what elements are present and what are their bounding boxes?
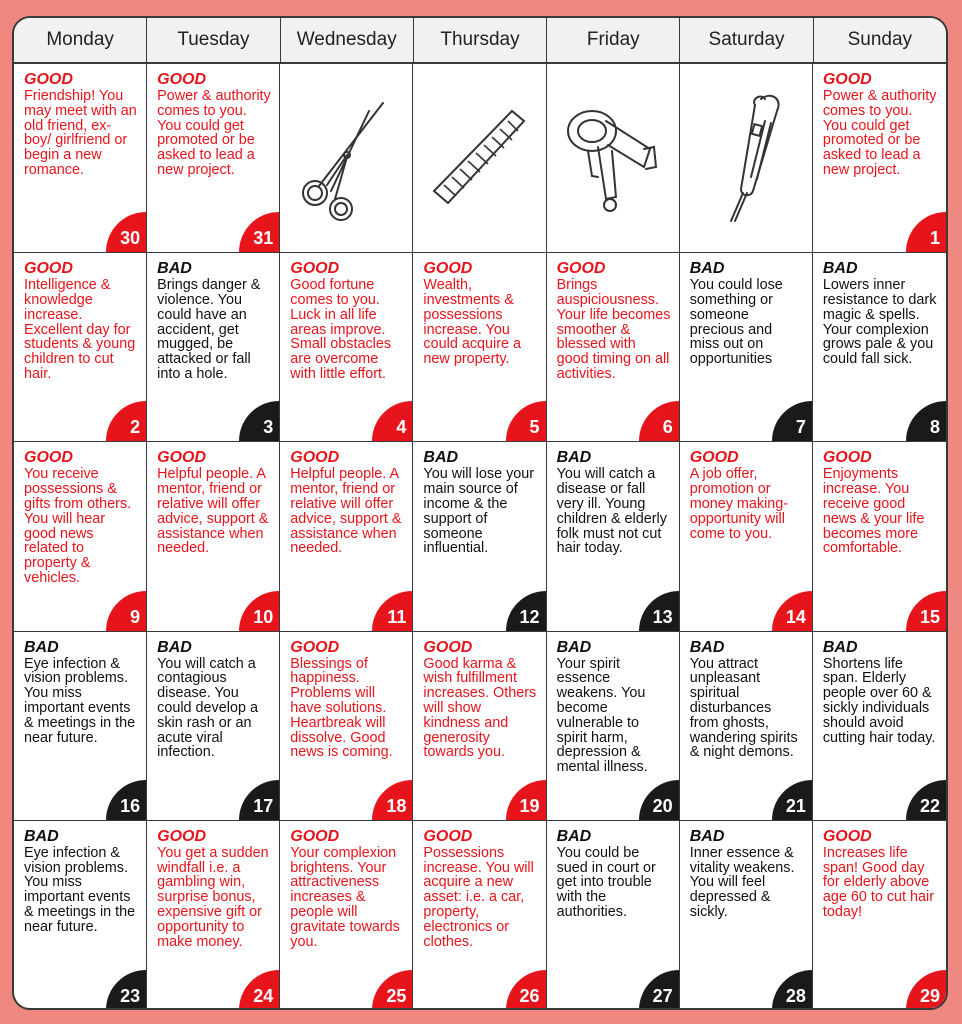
day-description: You will catch a contagious disease. You could develop a skin rash or an acute viral infection. [157,655,258,761]
day-cell-16 [14,632,147,821]
day-number-badge: 7 [772,401,812,441]
day-description: You could be sued in court or get into trouble with the authorities. [556,844,656,920]
day-number-badge: 16 [106,780,146,820]
day-description: You attract unpleasant spiritual disturbances from ghosts, wandering spirits & night demons. [689,655,798,761]
day-description: Eye infection & vision problems. You miss important events & meetings in the near future. [24,655,136,746]
day-description: Blessings of happiness. Problems will have solutions. Heartbreak will dissolve. Good news is coming. [290,655,393,761]
day-description: Intelligence & knowledge increase. Excellent day for students & young children to cut hair. [24,277,136,382]
day-cell-8 [813,253,946,442]
day-cell-28 [680,821,813,1010]
day-description: Helpful people. A mentor, friend or relative will offer advice, support & assistance when needed. [290,466,402,557]
day-number-badge: 1 [906,212,946,252]
calendar-grid [14,64,946,1010]
weekday-friday: Friday [547,18,680,62]
day-number-badge: 17 [239,780,279,820]
illustration-cell [413,64,546,253]
day-description: Friendship! You may meet with an old friend, ex-boy/ girlfriend or begin a new romance. [24,88,137,178]
day-number-badge: 6 [639,401,679,441]
day-cell-27 [547,821,680,1010]
day-cell-30 [14,64,147,253]
day-description: You receive possessions & gifts from others. You will hear good news related to property & vehicles. [24,466,132,586]
weekday-tuesday: Tuesday [147,18,280,62]
day-description: Power & authority comes to you. You could get promoted or be asked to lead a new project. [822,88,937,178]
day-cell-29 [813,821,946,1010]
day-number-badge: 23 [106,970,146,1010]
day-cell-9 [14,442,147,631]
day-description: Eye infection & vision problems. You miss important events & meetings in the near future. [24,844,136,935]
bad-label: BAD [423,449,459,467]
weekday-header [14,18,946,64]
day-cell-23 [14,821,147,1010]
day-number-badge: 21 [772,780,812,820]
good-label: GOOD [290,449,340,467]
day-cell-18 [280,632,413,821]
day-number-badge: 4 [372,401,412,441]
day-cell-14 [680,442,813,631]
day-description: You will catch a disease or fall very ill. Young children & elderly folk must not cut hair today. [556,466,667,557]
day-number-badge: 29 [906,970,946,1010]
day-description: Wealth, investments & possessions increase. You could acquire a new property. [423,277,522,368]
day-description: A job offer, promotion or money making-opportunity will come to you. [689,466,789,542]
good-label: GOOD [24,449,73,467]
day-number-badge: 2 [106,401,146,441]
day-number-badge: 10 [239,591,279,631]
day-cell-13 [547,442,680,631]
day-number-badge: 3 [239,401,279,441]
day-number-badge: 13 [639,591,679,631]
day-cell-15 [813,442,946,631]
scissors-icon [291,81,401,236]
day-cell-22 [813,632,946,821]
bad-label: BAD [24,638,59,656]
day-number-badge: 30 [106,212,146,252]
day-number-badge: 12 [506,591,546,631]
bad-label: BAD [689,638,725,656]
good-label: GOOD [290,260,340,278]
weekday-monday: Monday [14,18,147,62]
good-label: GOOD [290,638,340,656]
day-cell-21 [680,632,813,821]
bad-label: BAD [157,638,192,656]
bad-label: BAD [556,449,592,467]
good-label: GOOD [822,827,872,845]
day-description: Shortens life span. Elderly people over 60 & sickly individuals should avoid cutting hair today. [822,655,936,746]
day-cell-25 [280,821,413,1010]
day-number-badge: 22 [906,780,946,820]
day-cell-10 [147,442,280,631]
day-description: Enjoyments increase. You receive good news & your life becomes more comfortable. [822,466,925,557]
day-number-badge: 11 [372,591,412,631]
day-description: Increases life span! Good day for elderly above age 60 to cut hair today! [822,844,935,920]
day-cell-3 [147,253,280,442]
day-cell-11 [280,442,413,631]
day-description: Lowers inner resistance to dark magic & spells. Your complexion grows pale & you could fall sick. [822,277,937,368]
day-cell-20 [547,632,680,821]
good-label: GOOD [157,827,207,845]
day-cell-4 [280,253,413,442]
weekday-thursday: Thursday [414,18,547,62]
good-label: GOOD [290,827,340,845]
day-number-badge: 26 [506,970,546,1010]
day-cell-26 [413,821,546,1010]
good-label: GOOD [822,71,872,88]
day-cell-19 [413,632,546,821]
bad-label: BAD [556,827,592,845]
day-cell-31 [147,64,280,253]
day-description: Brings auspiciousness. Your life becomes smoother & blessed with good timing on all activities. [556,277,671,382]
day-description: Helpful people. A mentor, friend or relative will offer advice, support & assistance when needed. [157,466,269,557]
day-description: Power & authority comes to you. You could get promoted or be asked to lead a new project. [157,88,271,178]
good-label: GOOD [157,449,207,467]
bad-label: BAD [157,260,192,278]
day-description: You will lose your main source of income & the support of someone influential. [423,466,535,557]
weekday-sunday: Sunday [847,29,913,50]
day-number-badge: 9 [106,591,146,631]
day-cell-1 [813,64,946,253]
day-cell-17 [147,632,280,821]
illustration-cell [547,64,680,253]
good-label: GOOD [423,638,473,656]
day-number-badge: 25 [372,970,412,1010]
good-label: GOOD [24,260,73,278]
day-number-badge: 8 [906,401,946,441]
day-cell-5 [413,253,546,442]
bad-label: BAD [689,827,725,845]
day-description: Possessions increase. You will acquire a new asset: i.e. a car, property, electronics or clothes. [423,844,534,950]
day-number-badge: 18 [372,780,412,820]
day-cell-24 [147,821,280,1010]
day-description: Your spirit essence weakens. You become vulnerable to spirit harm, depression & mental illness. [556,655,648,776]
hair-dryer-icon [558,81,668,236]
good-label: GOOD [24,71,73,88]
good-label: GOOD [689,449,739,467]
day-description: Good karma & wish fulfillment increases. Others will show kindness and generosity towards you. [423,655,537,761]
day-description: Good fortune comes to you. Luck in all life areas improve. Small obstacles are overcome with little effort. [290,277,392,382]
day-cell-6 [547,253,680,442]
day-description: You could lose something or someone precious and miss out on opportunities [689,277,783,368]
day-number-badge: 28 [772,970,812,1010]
haircut-calendar [12,16,948,1010]
day-cell-2 [14,253,147,442]
day-description: You get a sudden windfall i.e. a gambling win, surprise bonus, expensive gift or opportunity to make money. [157,844,269,950]
bad-label: BAD [822,260,858,278]
day-cell-12 [413,442,546,631]
day-description: Your complexion brightens. Your attractiveness increases & people will gravitate towards you. [290,844,400,950]
day-number-badge: 14 [772,591,812,631]
day-description: Inner essence & vitality weakens. You will feel depressed & sickly. [689,844,795,920]
bad-label: BAD [24,827,59,845]
good-label: GOOD [157,71,207,88]
comb-icon [424,81,534,236]
bad-label: BAD [556,638,592,656]
bad-label: BAD [689,260,725,278]
day-number-badge: 15 [906,591,946,631]
day-description: Brings danger & violence. You could have an accident, get mugged, be attacked or fall into a hole. [157,277,261,382]
day-number-badge: 5 [506,401,546,441]
illustration-cell [680,64,813,253]
day-number-badge: 19 [506,780,546,820]
hair-straightener-icon [691,81,801,236]
day-number-badge: 31 [239,212,279,252]
good-label: GOOD [423,260,473,278]
good-label: GOOD [423,827,473,845]
good-label: GOOD [822,449,872,467]
day-number-badge: 20 [639,780,679,820]
bad-label: BAD [822,638,858,656]
weekday-wednesday: Wednesday [281,18,414,62]
day-number-badge: 24 [239,970,279,1010]
illustration-cell [280,64,413,253]
good-label: GOOD [556,260,606,278]
day-number-badge: 27 [639,970,679,1010]
day-cell-7 [680,253,813,442]
weekday-saturday: Saturday [680,18,813,62]
